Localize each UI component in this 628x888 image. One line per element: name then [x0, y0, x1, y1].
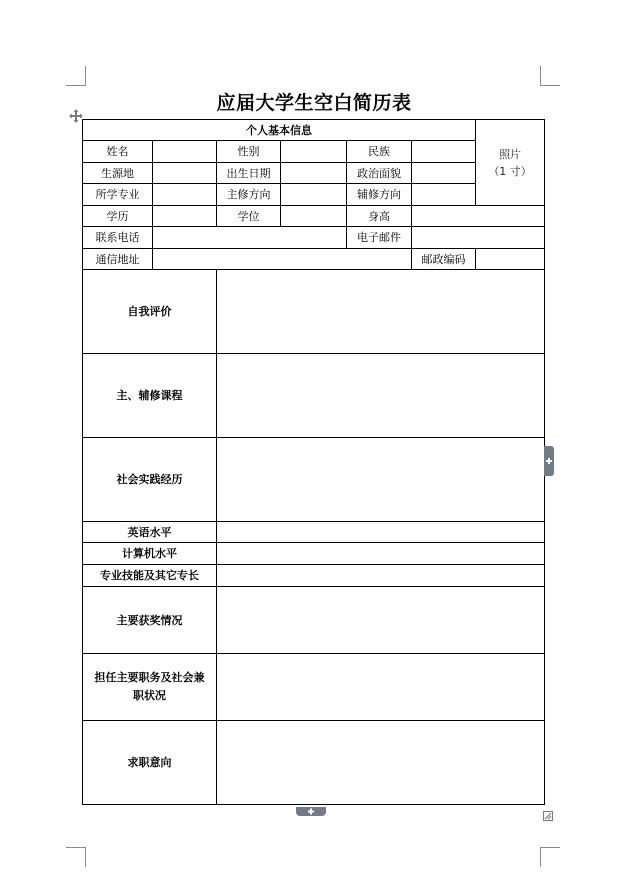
social-practice-field[interactable] — [217, 438, 545, 522]
crop-mark-top-left-v — [85, 66, 86, 86]
political-status-field[interactable] — [412, 163, 476, 184]
political-status-label: 政治面貌 — [347, 163, 412, 184]
plus-icon — [296, 807, 326, 816]
social-practice-label: 社会实践经历 — [83, 438, 217, 522]
crop-mark-bottom-right-h — [540, 847, 560, 848]
courses-field[interactable] — [217, 354, 545, 438]
job-intention-field[interactable] — [217, 721, 545, 805]
education-label: 学历 — [83, 206, 153, 227]
crop-mark-bottom-right-v — [540, 847, 541, 867]
name-field[interactable] — [153, 141, 217, 163]
crop-mark-top-right-h — [540, 85, 560, 86]
major-label: 所学专业 — [83, 184, 153, 206]
ethnicity-label: 民族 — [347, 141, 412, 163]
job-intention-label: 求职意向 — [83, 721, 217, 805]
resume-table — [82, 119, 545, 805]
minor-direction-field[interactable] — [412, 184, 476, 206]
email-field[interactable] — [412, 227, 545, 249]
skills-field[interactable] — [217, 565, 545, 587]
courses-label: 主、辅修课程 — [83, 354, 217, 438]
major-field[interactable] — [153, 184, 217, 206]
add-column-button[interactable] — [544, 446, 554, 476]
minor-direction-label: 辅修方向 — [347, 184, 412, 206]
origin-field[interactable] — [153, 163, 217, 184]
positions-label: 担任主要职务及社会兼职状况 — [83, 654, 217, 721]
computer-level-field[interactable] — [217, 543, 545, 565]
crop-mark-top-right-v — [540, 66, 541, 86]
origin-label: 生源地 — [83, 163, 153, 184]
name-label: 姓名 — [83, 141, 153, 163]
resize-icon[interactable] — [543, 806, 553, 816]
birth-date-field[interactable] — [281, 163, 347, 184]
awards-field[interactable] — [217, 587, 545, 654]
photo-cell[interactable] — [476, 120, 545, 206]
self-evaluation-field[interactable] — [217, 270, 545, 354]
skills-label: 专业技能及其它专长 — [83, 565, 217, 587]
postcode-field[interactable] — [476, 249, 545, 270]
crop-mark-bottom-left-v — [85, 847, 86, 867]
birth-date-label: 出生日期 — [217, 163, 281, 184]
ethnicity-field[interactable] — [412, 141, 476, 163]
english-level-label: 英语水平 — [83, 522, 217, 543]
education-field[interactable] — [153, 206, 217, 227]
gender-label: 性别 — [217, 141, 281, 163]
move-icon[interactable] — [69, 108, 83, 122]
crop-mark-top-left-h — [66, 85, 86, 86]
positions-field[interactable] — [217, 654, 545, 721]
degree-field[interactable] — [281, 206, 347, 227]
gender-field[interactable] — [281, 141, 347, 163]
main-direction-field[interactable] — [281, 184, 347, 206]
basic-info-header: 个人基本信息 — [83, 120, 476, 141]
degree-label: 学位 — [217, 206, 281, 227]
self-evaluation-label: 自我评价 — [83, 270, 217, 354]
awards-label: 主要获奖情况 — [83, 587, 217, 654]
page-title: 应届大学生空白简历表 — [216, 92, 412, 114]
address-label: 通信地址 — [83, 249, 153, 270]
english-level-field[interactable] — [217, 522, 545, 543]
postcode-label: 邮政编码 — [412, 249, 476, 270]
crop-mark-bottom-left-h — [66, 847, 86, 848]
computer-level-label: 计算机水平 — [83, 543, 217, 565]
height-field[interactable] — [412, 206, 545, 227]
photo-size: （1 寸） — [488, 164, 532, 178]
photo-label: 照片 — [499, 147, 522, 161]
address-field[interactable] — [153, 249, 412, 270]
plus-icon — [544, 446, 554, 476]
phone-label: 联系电话 — [83, 227, 153, 249]
phone-field[interactable] — [153, 227, 347, 249]
main-direction-label: 主修方向 — [217, 184, 281, 206]
add-row-button[interactable] — [296, 807, 326, 816]
height-label: 身高 — [347, 206, 412, 227]
email-label: 电子邮件 — [347, 227, 412, 249]
